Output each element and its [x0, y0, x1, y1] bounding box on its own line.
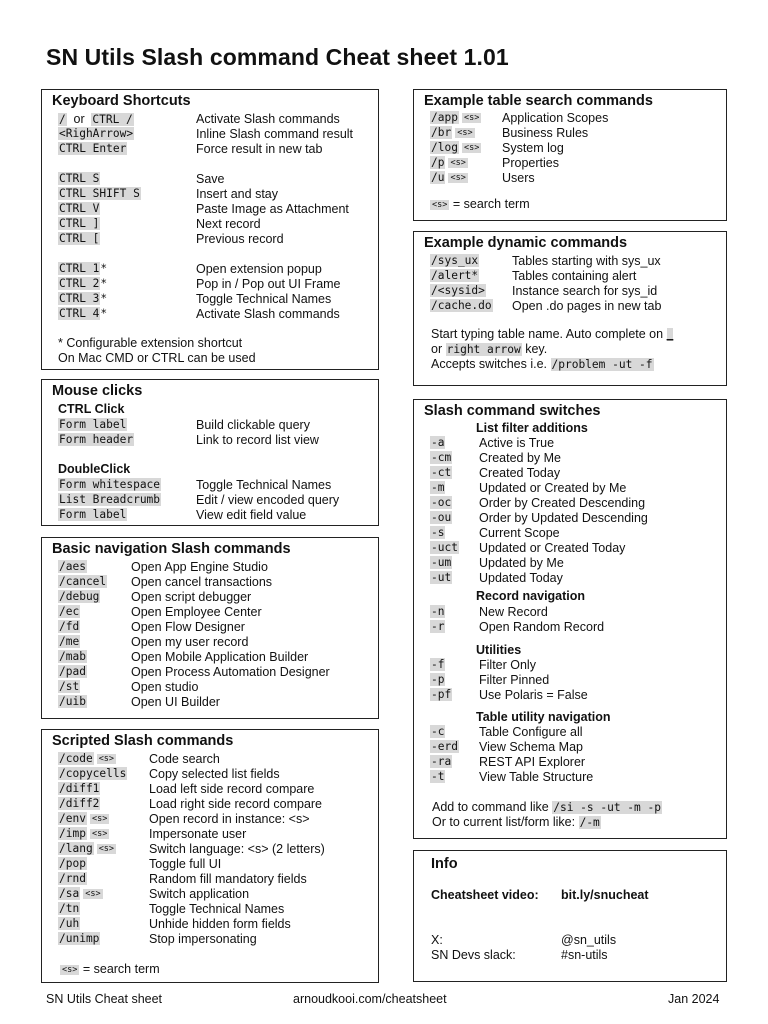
- command-desc: Toggle full UI: [149, 857, 222, 871]
- slack-label: SN Devs slack:: [431, 948, 516, 962]
- switch-desc: Use Polaris = False: [479, 688, 588, 702]
- command-desc: Stop impersonating: [149, 932, 257, 946]
- slash-command: /alert*: [431, 269, 479, 282]
- shortcut-desc: Pop in / Pop out UI Frame: [196, 277, 341, 291]
- switch-code: -ra: [431, 755, 452, 768]
- subsection-title: List filter additions: [476, 421, 588, 435]
- switch-code: -pf: [431, 688, 452, 701]
- slash-command: /st: [59, 680, 80, 693]
- switch-code: -s: [431, 526, 445, 539]
- switch-code: -um: [431, 556, 452, 569]
- command-desc: Copy selected list fields: [149, 767, 280, 781]
- command-desc: Users: [502, 171, 535, 185]
- command-desc: Open script debugger: [131, 590, 252, 604]
- command-desc: Open Mobile Application Builder: [131, 650, 309, 664]
- command-desc: Impersonate user: [149, 827, 247, 841]
- mouse-desc: Build clickable query: [196, 418, 310, 432]
- footnote: On Mac CMD or CTRL can be used: [58, 351, 256, 365]
- mouse-desc: Edit / view encoded query: [196, 493, 340, 507]
- command-desc: Open record in instance: <s>: [149, 812, 310, 826]
- subsection-title: Utilities: [476, 643, 522, 657]
- command-desc: Open App Engine Studio: [131, 560, 268, 574]
- slash-command: /code <s>: [59, 752, 115, 765]
- switch-desc: REST API Explorer: [479, 755, 586, 769]
- switch-code: -uct: [431, 541, 458, 554]
- slash-command: /unimp: [59, 932, 100, 945]
- switch-desc: Active is True: [479, 436, 555, 450]
- switch-desc: Filter Only: [479, 658, 536, 672]
- command-desc: Open UI Builder: [131, 695, 220, 709]
- slash-command: /pop: [59, 857, 86, 870]
- x-label: X:: [431, 933, 443, 947]
- switch-desc: Updated by Me: [479, 556, 564, 570]
- switch-desc: Order by Created Descending: [479, 496, 646, 510]
- shortcut-desc: Previous record: [196, 232, 284, 246]
- section-title: Example dynamic commands: [424, 235, 628, 251]
- footer-date: Jan 2024: [668, 992, 720, 1006]
- command-switches-section: [413, 399, 727, 839]
- switch-desc: View Schema Map: [479, 740, 583, 754]
- section-title: Slash command switches: [424, 403, 601, 419]
- switch-desc: Created by Me: [479, 451, 561, 465]
- slash-command: /diff2: [59, 797, 100, 810]
- slash-command: /<sysid>: [431, 284, 485, 297]
- switch-code: -a: [431, 436, 445, 449]
- slash-command: /pad: [59, 665, 86, 678]
- subsection-title: Table utility navigation: [476, 710, 611, 724]
- slash-command: /br <s>: [431, 126, 473, 139]
- section-title: Info: [431, 856, 458, 872]
- switch-desc: Updated Today: [479, 571, 563, 585]
- shortcut-desc: Next record: [196, 217, 261, 231]
- section-title: Mouse clicks: [52, 383, 143, 399]
- switch-code: -m: [431, 481, 445, 494]
- command-desc: Open .do pages in new tab: [512, 299, 662, 313]
- command-desc: Switch language: <s> (2 letters): [149, 842, 325, 856]
- keyboard-shortcuts-section: [41, 89, 379, 370]
- shortcut-key: CTRL 3*: [59, 292, 108, 305]
- shortcut-desc: Activate Slash commands: [196, 307, 340, 321]
- slash-command: /mab: [59, 650, 86, 663]
- command-desc: Open Process Automation Designer: [131, 665, 330, 679]
- switch-code: -t: [431, 770, 445, 783]
- legend: <s> = search term: [62, 962, 160, 976]
- info-section: [413, 850, 727, 982]
- shortcut-key: CTRL 1*: [59, 262, 108, 275]
- switch-code: -erd: [431, 740, 458, 753]
- slash-command: /env <s>: [59, 812, 108, 825]
- video-label: Cheatsheet video:: [431, 888, 539, 902]
- switch-code: -r: [431, 620, 445, 633]
- slash-command: /aes: [59, 560, 86, 573]
- slack-channel: #sn-utils: [561, 948, 608, 962]
- slash-command: /log <s>: [431, 141, 480, 154]
- switch-code: -c: [431, 725, 445, 738]
- slash-command: /tn: [59, 902, 80, 915]
- command-desc: System log: [502, 141, 564, 155]
- mouse-action: Form label: [59, 508, 127, 521]
- command-desc: Tables starting with sys_ux: [512, 254, 661, 268]
- table-search-section: [413, 89, 727, 221]
- scripted-commands-section: [41, 729, 379, 983]
- switch-code: -ou: [431, 511, 452, 524]
- shortcut-desc: Activate Slash commands: [196, 112, 340, 126]
- slash-command: /uib: [59, 695, 86, 708]
- shortcut-desc: Save: [196, 172, 225, 186]
- switch-desc: Table Configure all: [479, 725, 583, 739]
- switch-code: -cm: [431, 451, 452, 464]
- switch-desc: Filter Pinned: [479, 673, 550, 687]
- dynamic-note: Accepts switches i.e. /problem -ut -f: [431, 357, 653, 371]
- switch-code: -ct: [431, 466, 452, 479]
- video-link[interactable]: bit.ly/snucheat: [561, 888, 649, 902]
- shortcut-key: CTRL [: [59, 232, 100, 245]
- shortcut-desc: Force result in new tab: [196, 142, 323, 156]
- command-desc: Load left side record compare: [149, 782, 315, 796]
- mouse-desc: Toggle Technical Names: [196, 478, 332, 492]
- shortcut-key: <RighArrow>: [59, 127, 134, 140]
- section-title: Example table search commands: [424, 93, 653, 109]
- switch-desc: Updated or Created Today: [479, 541, 626, 555]
- mouse-action: Form label: [59, 418, 127, 431]
- switch-code: -oc: [431, 496, 452, 509]
- switch-code: -ut: [431, 571, 452, 584]
- shortcut-desc: Insert and stay: [196, 187, 278, 201]
- slash-command: /sys_ux: [431, 254, 479, 267]
- legend: <s> = search term: [432, 197, 530, 211]
- switch-desc: Current Scope: [479, 526, 560, 540]
- command-desc: Load right side record compare: [149, 797, 323, 811]
- mouse-desc: View edit field value: [196, 508, 307, 522]
- footnote: * Configurable extension shortcut: [58, 336, 243, 350]
- command-desc: Open studio: [131, 680, 199, 694]
- page-title: SN Utils Slash command Cheat sheet 1.01: [46, 44, 509, 70]
- mouse-action: Form header: [59, 433, 134, 446]
- shortcut-key: / or CTRL /: [59, 112, 133, 126]
- basic-navigation-section: [41, 537, 379, 719]
- section-title: Scripted Slash commands: [52, 733, 234, 749]
- command-desc: Open Flow Designer: [131, 620, 245, 634]
- slash-command: /fd: [59, 620, 80, 633]
- dynamic-commands-section: [413, 231, 727, 386]
- switch-code: -n: [431, 605, 445, 618]
- section-title: Keyboard Shortcuts: [52, 93, 191, 109]
- subsection-title: DoubleClick: [58, 462, 131, 476]
- shortcut-desc: Paste Image as Attachment: [196, 202, 349, 216]
- command-desc: Business Rules: [502, 126, 589, 140]
- subsection-title: CTRL Click: [58, 402, 125, 416]
- switch-desc: Created Today: [479, 466, 561, 480]
- slash-command: /debug: [59, 590, 100, 603]
- switch-code: -p: [431, 673, 445, 686]
- shortcut-key: CTRL Enter: [59, 142, 127, 155]
- mouse-action: Form whitespace: [59, 478, 161, 491]
- footer-left: SN Utils Cheat sheet: [46, 992, 163, 1006]
- switch-desc: Order by Updated Descending: [479, 511, 648, 525]
- shortcut-key: CTRL ]: [59, 217, 100, 230]
- command-desc: Tables containing alert: [512, 269, 637, 283]
- shortcut-desc: Toggle Technical Names: [196, 292, 332, 306]
- slash-command: /me: [59, 635, 80, 648]
- mouse-clicks-section: [41, 379, 379, 526]
- dynamic-note: or right arrow key.: [431, 342, 548, 356]
- shortcut-key: CTRL SHIFT S: [59, 187, 140, 200]
- command-desc: Properties: [502, 156, 559, 170]
- command-desc: Switch application: [149, 887, 250, 901]
- slash-command: /lang <s>: [59, 842, 115, 855]
- slash-command: /sa <s>: [59, 887, 101, 900]
- dynamic-note: Start typing table name. Auto complete on _: [431, 327, 674, 341]
- slash-command: /cancel: [59, 575, 107, 588]
- switch-desc: Open Random Record: [479, 620, 605, 634]
- command-desc: Code search: [149, 752, 220, 766]
- command-desc: Random fill mandatory fields: [149, 872, 307, 886]
- command-desc: Open my user record: [131, 635, 249, 649]
- slash-command: /imp <s>: [59, 827, 108, 840]
- shortcut-desc: Open extension popup: [196, 262, 322, 276]
- subsection-title: Record navigation: [476, 589, 586, 603]
- shortcut-key: CTRL 2*: [59, 277, 108, 290]
- command-desc: Open cancel transactions: [131, 575, 273, 589]
- mouse-desc: Link to record list view: [196, 433, 319, 447]
- slash-command: /app <s>: [431, 111, 480, 124]
- command-desc: Instance search for sys_id: [512, 284, 658, 298]
- switch-desc: New Record: [479, 605, 548, 619]
- slash-command: /uh: [59, 917, 80, 930]
- command-desc: Open Employee Center: [131, 605, 262, 619]
- shortcut-key: CTRL S: [59, 172, 100, 185]
- slash-command: /rnd: [59, 872, 86, 885]
- slash-command: /p <s>: [431, 156, 466, 169]
- slash-command: /copycells: [59, 767, 127, 780]
- mouse-action: List Breadcrumb: [59, 493, 161, 506]
- shortcut-desc: Inline Slash command result: [196, 127, 354, 141]
- shortcut-key: CTRL 4*: [59, 307, 108, 320]
- switch-code: -f: [431, 658, 445, 671]
- slash-command: /ec: [59, 605, 80, 618]
- slash-command: /cache.do: [431, 299, 492, 312]
- slash-command: /u <s>: [431, 171, 466, 184]
- command-desc: Application Scopes: [502, 111, 609, 125]
- x-handle: @sn_utils: [561, 933, 617, 947]
- shortcut-key: CTRL V: [59, 202, 100, 215]
- command-desc: Unhide hidden form fields: [149, 917, 291, 931]
- switch-desc: Updated or Created by Me: [479, 481, 627, 495]
- slash-command: /diff1: [59, 782, 100, 795]
- switch-note: Or to current list/form like: /-m: [432, 815, 600, 829]
- command-desc: Toggle Technical Names: [149, 902, 285, 916]
- footer-url[interactable]: arnoudkooi.com/cheatsheet: [293, 992, 447, 1006]
- switch-note: Add to command like /si -s -ut -m -p: [432, 800, 661, 814]
- switch-desc: View Table Structure: [479, 770, 594, 784]
- section-title: Basic navigation Slash commands: [52, 541, 291, 557]
